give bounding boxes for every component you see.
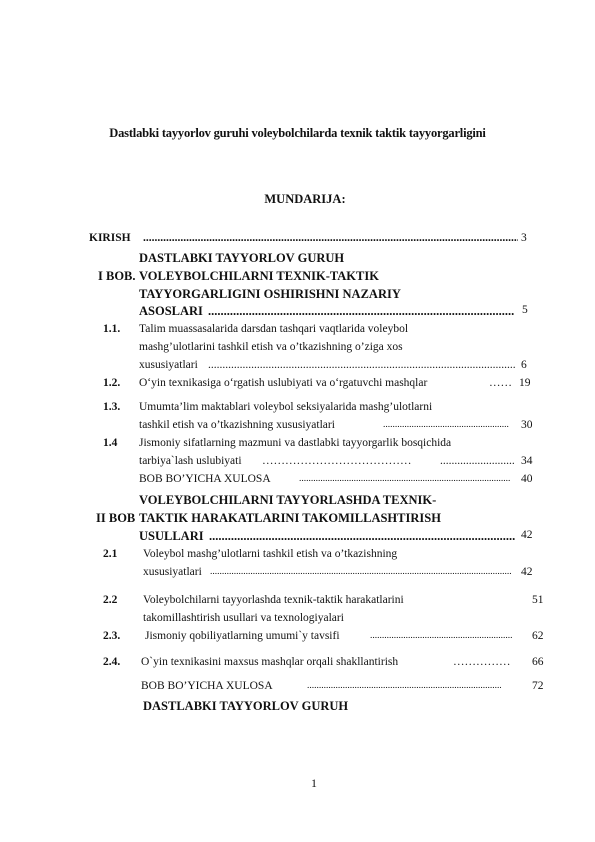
- toc-leader-dots: [299, 474, 511, 484]
- section-1-1-number: 1.1.: [103, 323, 121, 335]
- toc-leader-dots: [208, 359, 516, 371]
- trailing-heading: DASTLABKI TAYYORLOV GURUH: [143, 699, 349, 713]
- section-1-1-page: 6: [521, 359, 527, 371]
- section-2-4-number: 2.4.: [103, 656, 121, 668]
- section-1-2-page: 19: [519, 377, 531, 389]
- chapter-2-summary-label: BOB BO’YICHA XULOSA: [141, 680, 273, 692]
- toc-leader-dots: [383, 420, 509, 430]
- section-1-4-number: 1.4: [103, 437, 118, 449]
- toc-leader-ellipsis: …………………………………: [262, 455, 412, 467]
- toc-leader-ellipsis: ……: [489, 377, 512, 389]
- toc-leader-dots: [209, 529, 515, 544]
- section-1-2-line-1: O‘yin texnikasiga o‘rgatish uslubiyati va o‘rgatuvchi mashqlar: [139, 377, 428, 389]
- document-title: Dastlabki tayyorlov guruhi voleybolchilarda texnik taktik tayyorgarligini: [109, 126, 486, 140]
- section-2-1-line-1: Voleybol mashg’ulotlarni tashkil etish va o’tkazishning: [143, 548, 398, 560]
- chapter-2-summary-page: 72: [532, 680, 544, 692]
- chapter-1-title-line-2: VOLEYBOLCHILARNI TEXNIK-TAKTIK: [139, 269, 379, 283]
- section-1-1-line-2: mashg’ulotlarini tashkil etish va o’tkazishning o’ziga xos: [139, 341, 403, 353]
- section-1-3-line-1: Umumta’lim maktablari voleybol seksiyalarida mashg’ulotlarni: [139, 401, 433, 413]
- toc-entry-kirish-page: 3: [521, 232, 527, 244]
- section-1-3-number: 1.3.: [103, 401, 121, 413]
- chapter-1-title-line-4: ASOSLARI: [139, 304, 203, 318]
- toc-leader-dots: [210, 567, 512, 577]
- chapter-1-number: I BOB.: [98, 269, 136, 283]
- toc-entry-kirish-label: KIRISH: [89, 232, 131, 244]
- section-1-2-number: 1.2.: [103, 377, 121, 389]
- chapter-1-summary-label: BOB BO’YICHA XULOSA: [139, 473, 271, 485]
- toc-leader-ellipsis: ……………: [453, 656, 511, 668]
- section-1-1-line-1: Talim muassasalarida darsdan tashqari vaqtlarida voleybol: [139, 323, 409, 335]
- section-2-1-page: 42: [521, 566, 533, 578]
- chapter-1-title-line-3: TAYYORGARLIGINI OSHIRISHNI NAZARIY: [139, 287, 401, 301]
- section-2-2-line-1: Voleybolchilarni tayyorlashda texnik-taktik harakatlarini: [143, 594, 404, 606]
- page-number: 1: [311, 776, 317, 790]
- section-2-2-page: 51: [532, 594, 544, 606]
- section-2-4-page: 66: [532, 656, 544, 668]
- chapter-2-page: 42: [521, 529, 533, 541]
- section-2-3-page: 62: [532, 630, 544, 642]
- chapter-1-title-line-1: DASTLABKI TAYYORLOV GURUH: [139, 251, 345, 265]
- toc-leader-dots: [440, 455, 514, 467]
- section-2-1-line-2: xususiyatlari: [143, 566, 202, 578]
- chapter-1-page: 5: [522, 304, 528, 316]
- section-2-1-number: 2.1: [103, 548, 118, 560]
- chapter-2-number: II BOB: [96, 511, 136, 525]
- section-2-3-number: 2.3.: [103, 630, 121, 642]
- section-1-4-line-1: Jismoniy sifatlarning mazmuni va dastlabki tayyorgarlik bosqichida: [139, 437, 452, 449]
- section-2-4-line-1: O`yin texnikasini maxsus mashqlar orqali shakllantirish: [141, 656, 399, 668]
- section-2-2-line-2: takomillashtirish usullari va texnologiyalari: [143, 612, 344, 624]
- section-1-1-line-3: xususiyatlari: [139, 359, 198, 371]
- chapter-2-title-line-1: VOLEYBOLCHILARNI TAYYORLASHDA TEXNIK-: [139, 493, 437, 507]
- toc-heading: MUNDARIJA:: [264, 192, 346, 206]
- toc-leader-dots: [143, 232, 518, 244]
- chapter-2-title-line-2: TAKTIK HARAKATLARINI TAKOMILLASHTIRISH: [139, 511, 441, 525]
- section-2-3-line-1: Jismoniy qobiliyatlarning umumi`y tavsifi: [145, 630, 340, 642]
- chapter-1-summary-page: 40: [521, 473, 533, 485]
- section-1-4-page: 34: [521, 455, 533, 467]
- section-1-3-line-2: tashkil etish va o’tkazishning xususiyatlari: [139, 419, 335, 431]
- toc-leader-dots: [370, 631, 512, 641]
- section-2-2-number: 2.2: [103, 594, 118, 606]
- section-1-4-line-2: tarbiya`lash uslubiyati: [139, 455, 242, 467]
- section-1-3-page: 30: [521, 419, 533, 431]
- toc-leader-dots: [307, 681, 501, 691]
- chapter-2-title-line-3: USULLARI: [139, 529, 204, 543]
- toc-leader-dots: [208, 304, 514, 319]
